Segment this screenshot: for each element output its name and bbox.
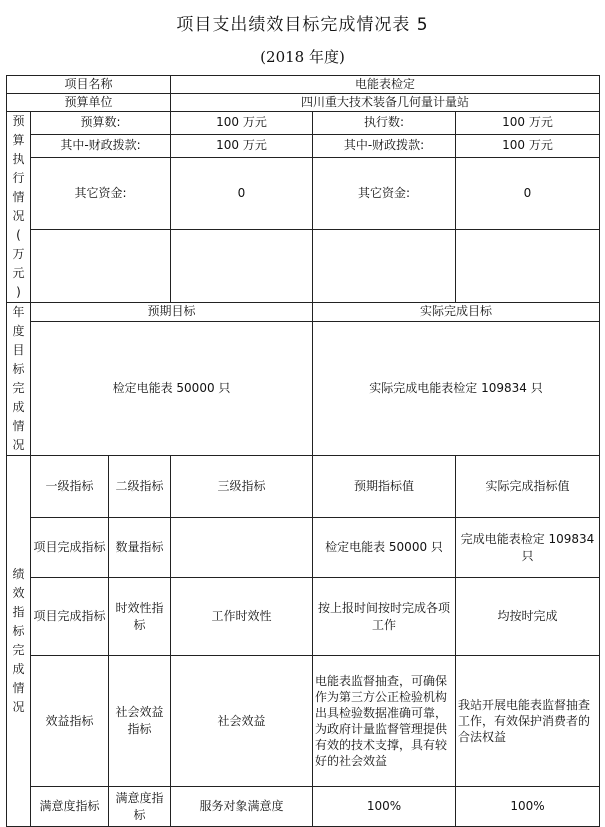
- exec-amount-value: 100 万元: [456, 112, 600, 135]
- other-exec-value: 0: [456, 157, 600, 230]
- budget-amount-label: 预算数:: [31, 112, 171, 135]
- row2-level3: 工作时效性: [171, 578, 313, 656]
- row3-level2: 社会效益指标: [109, 656, 171, 787]
- page-title: 项目支出绩效目标完成情况表 5: [176, 15, 429, 35]
- table-row: [7, 94, 600, 112]
- row4-actual: 100%: [456, 787, 600, 827]
- header-level1: 一级指标: [31, 456, 109, 518]
- fiscal-exec-value: 100 万元: [456, 134, 600, 157]
- performance-section-label: 绩效指标完成情况: [7, 456, 31, 827]
- expected-target-header: 预期目标: [31, 303, 313, 322]
- table-row: [7, 76, 600, 94]
- row1-level2: 数量指标: [109, 518, 171, 578]
- row3-level3: 社会效益: [171, 656, 313, 787]
- expected-target-value: 检定电能表 50000 只: [31, 321, 313, 455]
- row1-level3: [171, 518, 313, 578]
- project-name-value: 电能表检定: [171, 76, 600, 94]
- row4-level1: 满意度指标: [31, 787, 109, 827]
- budget-amount-value: 100 万元: [171, 112, 313, 135]
- table-row: [7, 157, 600, 230]
- other-budget-label: 其它资金:: [31, 157, 171, 230]
- table-row: [7, 456, 600, 518]
- table-row: [7, 134, 600, 157]
- table-row: [7, 578, 600, 656]
- actual-target-value: 实际完成电能表检定 109834 只: [313, 321, 600, 455]
- header-expected: 预期指标值: [313, 456, 456, 518]
- row3-expected: 电能表监督抽查，可确保作为第三方公正检验机构出具检验数据准确可靠，为政府计量监督管理提供有效的技术支撑，具有较好的社会效益: [313, 656, 456, 787]
- budget-section-label: 预算执行情况(万元): [7, 112, 31, 303]
- header-actual: 实际完成指标值: [456, 456, 600, 518]
- exec-amount-label: 执行数:: [313, 112, 456, 135]
- row1-level1: 项目完成指标: [31, 518, 109, 578]
- row1-actual: 完成电能表检定 109834 只: [456, 518, 600, 578]
- header-level2: 二级指标: [109, 456, 171, 518]
- fiscal-budget-value: 100 万元: [171, 134, 313, 157]
- row4-level2: 满意度指标: [109, 787, 171, 827]
- fiscal-exec-label: 其中-财政拨款:: [313, 134, 456, 157]
- budget-unit-value: 四川重大技术装备几何量计量站: [171, 94, 600, 112]
- table-row: [7, 112, 600, 135]
- other-budget-value: 0: [171, 157, 313, 230]
- row2-level2: 时效性指标: [109, 578, 171, 656]
- table-row: [7, 303, 600, 322]
- fiscal-budget-label: 其中-财政拨款:: [31, 134, 171, 157]
- budget-unit-label: 预算单位: [7, 94, 171, 112]
- row4-level3: 服务对象满意度: [171, 787, 313, 827]
- row2-actual: 均按时完成: [456, 578, 600, 656]
- table-row: [7, 230, 600, 303]
- row3-level1: 效益指标: [31, 656, 109, 787]
- row2-level1: 项目完成指标: [31, 578, 109, 656]
- table-row: [7, 656, 600, 787]
- table-row: [7, 518, 600, 578]
- row1-expected: 检定电能表 50000 只: [313, 518, 456, 578]
- page-subtitle: (2018 年度): [260, 48, 345, 66]
- row2-expected: 按上报时间按时完成各项工作: [313, 578, 456, 656]
- header-level3: 三级指标: [171, 456, 313, 518]
- project-name-label: 项目名称: [7, 76, 171, 94]
- table-row: [7, 787, 600, 827]
- row3-actual: 我站开展电能表监督抽查工作，有效保护消费者的合法权益: [456, 656, 600, 787]
- annual-section-label: 年度目标完成情况: [7, 303, 31, 456]
- performance-table: [6, 75, 600, 827]
- other-exec-label: 其它资金:: [313, 157, 456, 230]
- table-row: [7, 321, 600, 455]
- row4-expected: 100%: [313, 787, 456, 827]
- actual-target-header: 实际完成目标: [313, 303, 600, 322]
